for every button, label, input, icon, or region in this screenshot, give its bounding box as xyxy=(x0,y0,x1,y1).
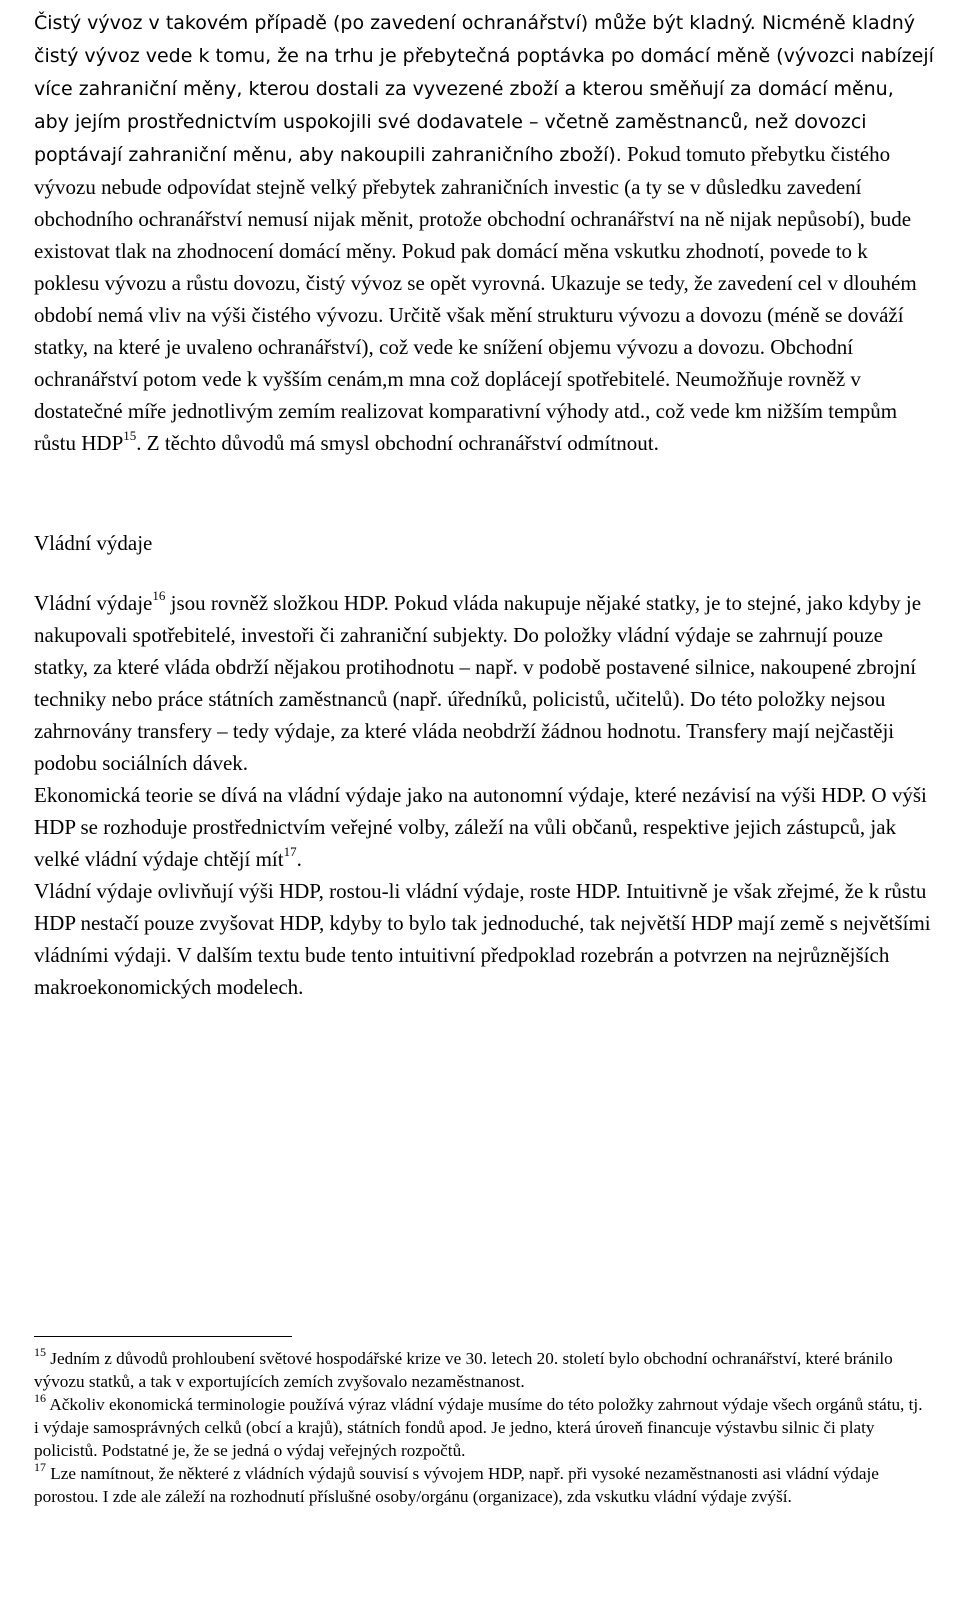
footnote-15 xyxy=(34,1347,924,1393)
footnote-divider xyxy=(34,1336,292,1337)
section-paragraph-1 xyxy=(34,587,934,779)
footnote-16 xyxy=(34,1393,924,1462)
footnote-number: 16 xyxy=(34,1391,46,1406)
section-p2-text: Ekonomická teorie se dívá na vládní výdaje jako na autonomní výdaje, které nezávisí na výši HDP. O výši HDP se rozhoduje prostřednictvím veřejné volby, záleží na vůli občanů, respektive jejich zástupců, jak velké vládní výdaje chtějí mít xyxy=(34,783,927,871)
intro-closing-text: . Z těchto důvodů má smysl obchodní ochranářství odmítnout. xyxy=(136,431,659,455)
footnote-number: 15 xyxy=(34,1345,46,1360)
footnotes xyxy=(34,1336,924,1508)
intro-sans-text: Čistý vývoz v takovém případě (po zavedení ochranářství) může být kladný. Nicméně kladný čistý vývoz vede k tomu, že na trhu je přebytečná poptávka po domácí měně (vývozci nabízejí více zahraniční měny, kterou dostali za vyvezené zboží a kterou směňují za domácí měnu, aby jejím prostřednictvím uspokojili své dodavatele – včetně zaměstnanců, než dovozci poptávají zahraniční měnu, aby nakoupili zahraničního zboží). xyxy=(34,12,934,166)
section-p1-start: Vládní výdaje xyxy=(34,591,153,615)
section-body xyxy=(34,587,934,1003)
section-paragraph-3: Vládní výdaje ovlivňují výši HDP, rostou-li vládní výdaje, roste HDP. Intuitivně je však zřejmé, že k růstu HDP nestačí pouze zvyšovat HDP, kdyby to bylo tak jednoduché, tak největší HDP mají země s největšími vládními výdaji. V dalším textu bude tento intuitivní předpoklad rozebrán a potvrzen na nejrůznějších makroekonomických modelech. xyxy=(34,879,931,999)
footnote-text: Jedním z důvodů prohloubení světové hospodářské krize ve 30. letech 20. století bylo obchodní ochranářství, které bránilo vývozu statků, a tak v exportujících zemích zvyšovalo nezaměstnanost. xyxy=(34,1349,893,1391)
footnote-ref-15[interactable]: 15 xyxy=(123,428,137,443)
footnote-17 xyxy=(34,1462,924,1508)
section-heading: Vládní výdaje xyxy=(34,531,153,555)
section-paragraph-2 xyxy=(34,779,934,875)
section-p2-end: . xyxy=(296,847,302,871)
document-page xyxy=(34,6,934,1003)
footnote-ref-16[interactable]: 16 xyxy=(152,588,166,603)
footnote-number: 17 xyxy=(34,1460,46,1475)
intro-paragraph xyxy=(34,6,934,459)
section-p1-rest: jsou rovněž složkou HDP. Pokud vláda nakupuje nějaké statky, je to stejné, jako kdyby je nakupovali spotřebitelé, investoři či zahraniční subjekty. Do položky vládní výdaje se zahrnují pouze statky, za které vláda obdrží nějakou protihodnotu – např. v podobě postavené silnice, nakoupené zbrojní techniky nebo práce státních zaměstnanců (např. úředníků, policistů, učitelů). Do této položky nejsou zahrnovány transfery – tedy výdaje, za které vláda neobdrží žádnou hodnotu. Transfery mají nejčastěji podobu sociálních dávek. xyxy=(34,591,922,775)
footnote-ref-17[interactable]: 17 xyxy=(283,844,297,859)
intro-serif-text: Pokud tomuto přebytku čistého vývozu nebude odpovídat stejně velký přebytek zahraničních investic (a ty se v důsledku zavedení obchodního ochranářství nemusí nijak měnit, protože obchodní ochranářství na ně nijak nepůsobí), bude existovat tlak na zhodnocení domácí měny. Pokud pak domácí měna vskutku zhodnotí, povede to k poklesu vývozu a růstu dovozu, čistý vývoz se opět vyrovná. Ukazuje se tedy, že zavedení cel v dlouhém období nemá vliv na výši čistého vývozu. Určitě však mění strukturu vývozu a dovozu (méně se dováží statky, na které je uvaleno ochranářství), což vede ke snížení objemu vývozu a dovozu. Obchodní ochranářství potom vede k vyšším cenám,m mna což doplácejí spotřebitelé. Neumožňuje rovněž v dostatečné míře jednotlivým zemím realizovat komparativní výhody atd., což vede km nižším tempům růstu HDP xyxy=(34,142,917,455)
footnote-text: Lze namítnout, že některé z vládních výdajů souvisí s vývojem HDP, např. při vysoké nezaměstnanosti asi vládní výdaje porostou. I zde ale záleží na rozhodnutí příslušné osoby/orgánu (organizace), zda vskutku vládní výdaje zvýší. xyxy=(34,1464,879,1506)
footnote-text: Ačkoliv ekonomická terminologie používá výraz vládní výdaje musíme do této položky zahrnout výdaje všech orgánů státu, tj. i výdaje samosprávných celků (obcí a krajů), státních fondů apod. Je jedno, která úroveň financuje výstavbu silnic či platy policistů. Podstatné je, že se jedná o výdaj veřejných rozpočtů. xyxy=(34,1395,923,1460)
